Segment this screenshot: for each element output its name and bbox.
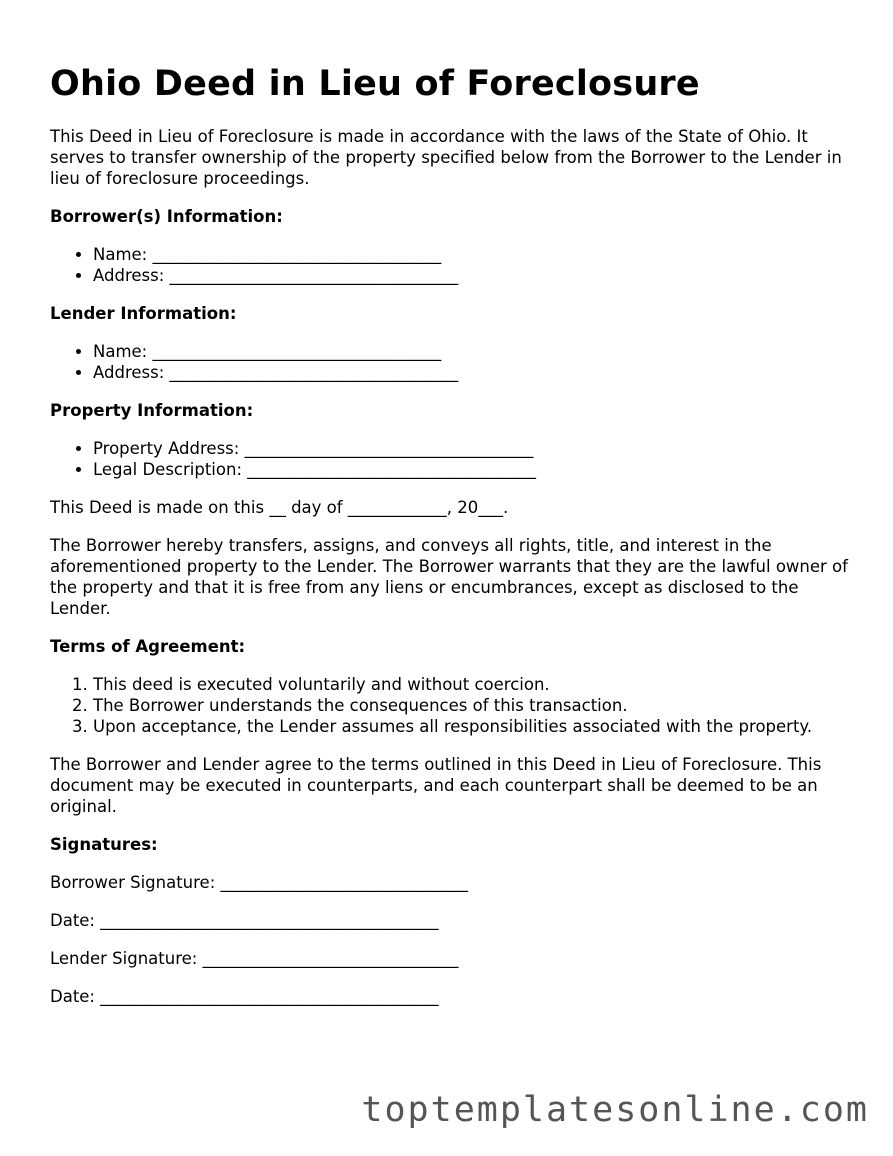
terms-heading: Terms of Agreement: <box>50 637 246 656</box>
term-item: 3. Upon acceptance, the Lender assumes all responsibilities associated with the property. <box>93 716 850 737</box>
borrower-date-line: Date: _________________________________________ <box>50 911 439 930</box>
borrower-signature-line: Borrower Signature: ______________________________ <box>50 873 469 892</box>
legal-description-field: • Legal Description: ___________________________________ <box>93 459 850 480</box>
terms-list <box>50 674 850 737</box>
lender-date-line: Date: _________________________________________ <box>50 987 439 1006</box>
property-address-field: • Property Address: ___________________________________ <box>93 438 850 459</box>
deed-date-line: This Deed is made on this __ day of ____________, 20___. <box>50 498 509 517</box>
term-item: 1. This deed is executed voluntarily and without coercion. <box>93 674 850 695</box>
agreement-paragraph: The Borrower and Lender agree to the terms outlined in this Deed in Lieu of Foreclosure. This document may be executed in counterparts, and each counterpart shall be deemed to be an original. <box>50 755 822 816</box>
lender-heading: Lender Information: <box>50 304 237 323</box>
intro-paragraph: This Deed in Lieu of Foreclosure is made in accordance with the laws of the State of Ohio. It serves to transfer ownership of the property specified below from the Borrower to the Lender in lieu of foreclosure proceedings. <box>50 127 842 188</box>
property-fields <box>50 438 850 480</box>
borrower-heading: Borrower(s) Information: <box>50 207 283 226</box>
borrower-fields <box>50 244 850 286</box>
signatures-heading: Signatures: <box>50 835 158 854</box>
transfer-paragraph: The Borrower hereby transfers, assigns, and conveys all rights, title, and interest in the aforementioned property to the Lender. The Borrower warrants that they are the lawful owner of the property and that it is free from any liens or encumbrances, except as disclosed to the Lender. <box>50 536 848 618</box>
term-item: 2. The Borrower understands the consequences of this transaction. <box>93 695 850 716</box>
borrower-address-field: • Address: ___________________________________ <box>93 265 850 286</box>
lender-signature-line: Lender Signature: _______________________________ <box>50 949 459 968</box>
borrower-name-field: • Name: ___________________________________ <box>93 244 850 265</box>
property-heading: Property Information: <box>50 401 254 420</box>
document-page <box>50 58 850 1024</box>
lender-name-field: • Name: ___________________________________ <box>93 341 850 362</box>
site-watermark: toptemplatesonline.com <box>361 1090 869 1130</box>
lender-fields <box>50 341 850 383</box>
lender-address-field: • Address: ___________________________________ <box>93 362 850 383</box>
document-title: Ohio Deed in Lieu of Foreclosure <box>50 64 700 104</box>
